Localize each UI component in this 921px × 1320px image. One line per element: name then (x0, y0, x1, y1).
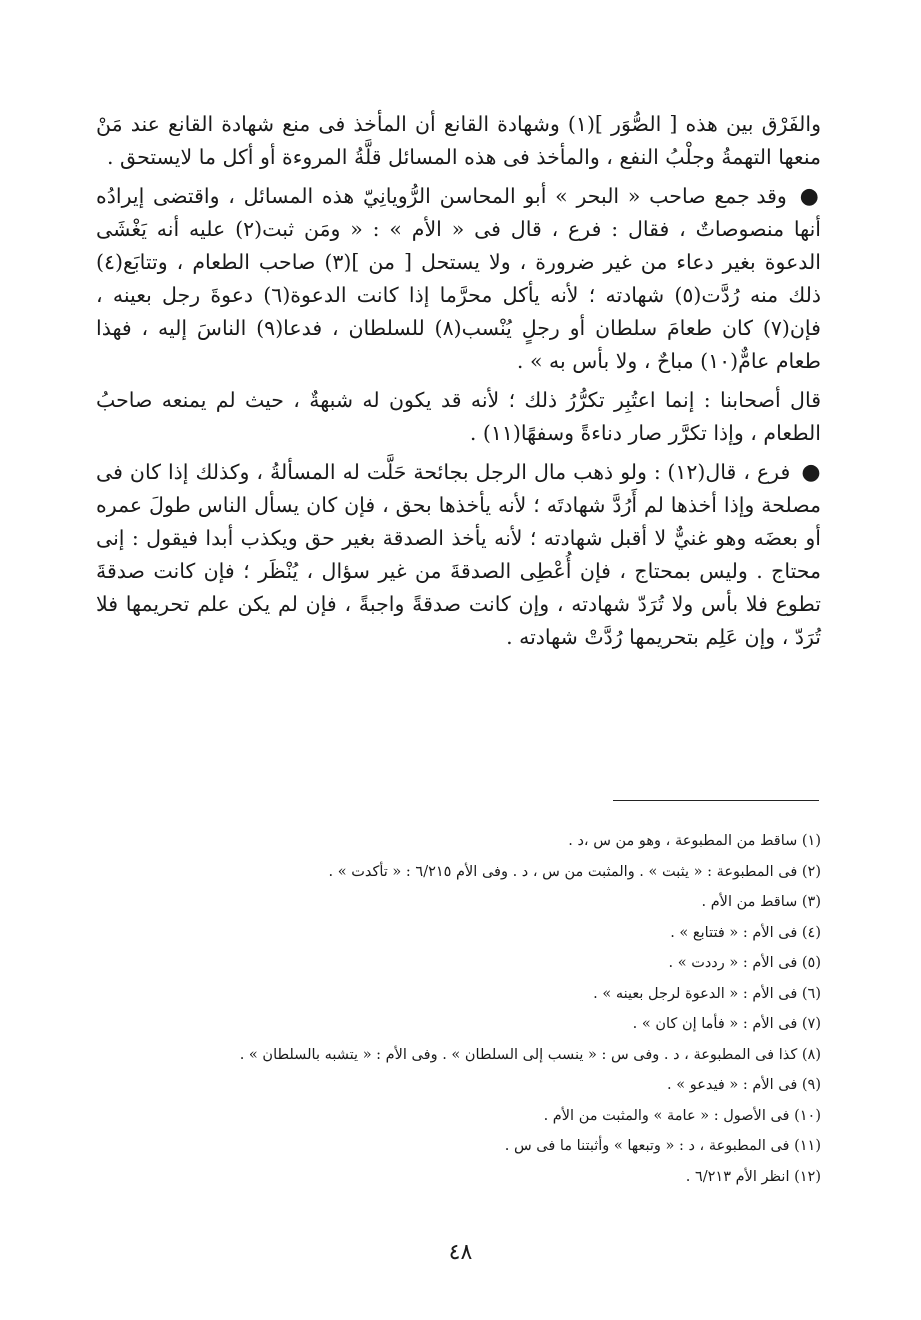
footnote-item: (١١) فى المطبوعة ، د : « وتبعها » وأثبتنا ما فى س . (504, 1138, 821, 1154)
main-text-body (96, 108, 821, 660)
bullet-icon: ● (801, 460, 821, 485)
footnote-item: (٥) فى الأم : « رددت » . (668, 955, 821, 971)
paragraph-4 (96, 456, 821, 654)
paragraph-2 (96, 180, 821, 378)
paragraph-2-text: وقد جمع صاحب « البحر » أبو المحاسن الرُّويانِيّ هذه المسائل ، واقتضى إيرادُه أنها منصوصاتٌ ، فقال : فرع ، قال فى « الأم » : « ومَن ثبت(٢) عليه أنه يَغْشَى الدعوة بغير دعاء من غير ضرورة ، ولا يستحل [ من ](٣) صاحب الطعام ، وتتابَع(٤) ذلك منه رُدَّت(٥) شهادته ؛ لأنه يأكل محرَّما إذا كانت الدعوة(٦) دعوةَ رجل بعينه ، فإن(٧) كان طعامَ سلطان أو رجلٍ يُنْسب(٨) للسلطان ، فدعا(٩) الناسَ إليه ، فهذا طعام عامٌّ(١٠) مباحٌ ، ولا بأس به » . (96, 184, 822, 373)
footnote-item: (٨) كذا فى المطبوعة ، د . وفى س : « ينسب إلى السلطان » . وفى الأم : « يتشبه بالسلطان » . (239, 1046, 821, 1063)
paragraph-1-text: والفَرْق بين هذه [ الصُّوَر ](١) وشهادة القانع أن المأخذ فى منع شهادة القانع عند مَنْ منعها التهمةُ وجلْبُ النفع ، والمأخذ فى هذه المسائل قلَّةُ المروءة أو أكل ما لايستحق . (96, 112, 821, 169)
footnote-item: (٩) فى الأم : « فيدعو » . (667, 1077, 821, 1093)
footnote-item: (٢) فى المطبوعة : « يثبت » . والمثبت من س ، د . وفى الأم ٦/٢١٥ : « تأكدت » . (328, 863, 821, 880)
footnote-item: (٧) فى الأم : « فأما إن كان » . (632, 1016, 821, 1032)
footnote-separator (613, 800, 819, 801)
bullet-icon: ● (799, 184, 821, 209)
footnotes-list (96, 826, 821, 1192)
footnote-item: (٤) فى الأم : « فتتابع » . (670, 924, 821, 941)
footnote-item: (٦) فى الأم : « الدعوة لرجل بعينه » . (593, 985, 821, 1002)
footnote-item: (١٠) فى الأصول : « عامة » والمثبت من الأم . (543, 1107, 821, 1124)
paragraph-1 (96, 108, 821, 174)
page-number: ٤٨ (448, 1240, 473, 1265)
paragraph-4-text: فرع ، قال(١٢) : ولو ذهب مال الرجل بجائحة حَلَّت له المسألةُ ، وكذلك إذا كان فى مصلحة وإذا أخذها لم أَرُدَّ شهادتَه ؛ لأنه يأخذها بحق ، فإن كان يسأل الناس طولَ عمره أو بعضَه وهو غنيٌّ لا أقبل شهادته ؛ لأنه يأخذ الصدقة بغير حق ويكذب أبدا فيقول : إنى محتاج . وليس بمحتاج ، فإن أُعْطِى الصدقةَ من غير سؤال ، يُنْظَر ؛ فإن كانت صدقةَ تطوع فلا بأس ولا تُرَدّ شهادته ، وإن كانت صدقةً واجبةً ، فإن لم يكن علم تحريمها فلا تُرَدّ ، وإن عَلِم بتحريمها رُدَّتْ شهادته . (96, 460, 821, 649)
footnote-item: (٣) ساقط من الأم . (701, 894, 821, 910)
footnote-item: (١) ساقط من المطبوعة ، وهو من س ،د . (568, 833, 821, 849)
footnote-item: (١٢) انظر الأم ٦/٢١٣ . (685, 1168, 821, 1185)
paragraph-3 (96, 384, 821, 450)
paragraph-3-text: قال أصحابنا : إنما اعتُبِر تكرُّرُ ذلك ؛ لأنه قد يكون له شبهةٌ ، حيث لم يمنعه صاحبُ الطعام ، وإذا تكرَّر صار دناءةً وسفهًا(١١) . (96, 388, 821, 445)
